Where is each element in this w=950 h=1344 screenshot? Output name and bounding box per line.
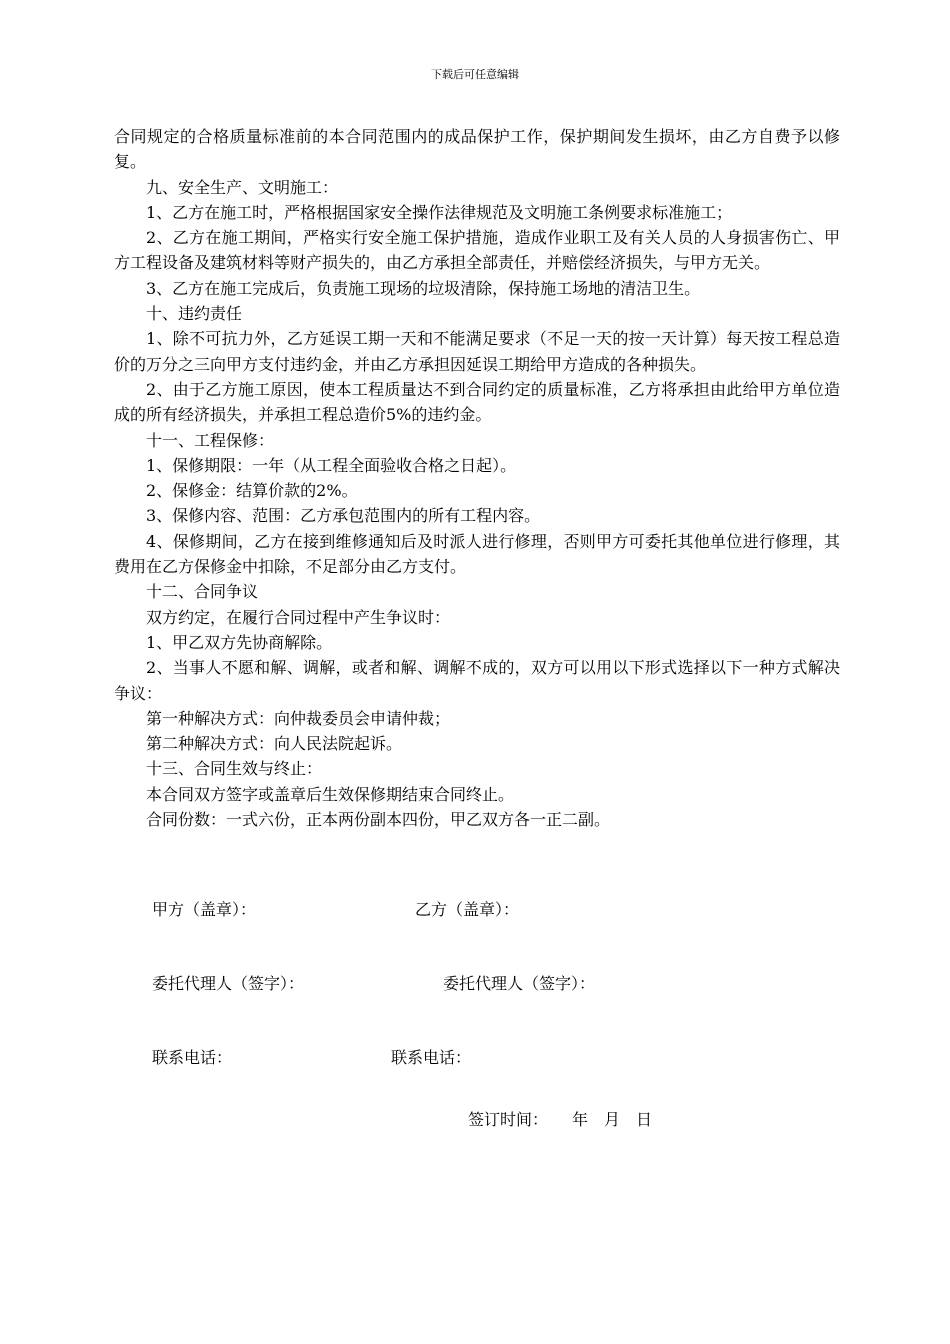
paragraph-10-1: 1、除不可抗力外，乙方延误工期一天和不能满足要求（不足一天的按一天计算）每天按工程总造价的万分之三向甲方支付违约金，并由乙方承担因延误工期给甲方造成的各种损失。 (114, 329, 840, 374)
paragraph-12-intro: 双方约定，在履行合同过程中产生争议时： (146, 607, 451, 627)
paragraph-10-2: 2、由于乙方施工原因，使本工程质量达不到合同约定的质量标准，乙方将承担由此给甲方单位造成的所有经济损失，并承担工程总造价5%的违约金。 (114, 379, 840, 425)
paragraph-12-2: 2、当事人不愿和解、调解，或者和解、调解不成的，双方可以用以下形式选择以下一种方式解决争议： (114, 658, 840, 703)
paragraph-12-option-2: 第二种解决方式：向人民法院起诉。 (146, 734, 403, 754)
section-heading-12: 十二、合同争议 (146, 582, 259, 602)
sign-date-label: 签订时间： 年 月 日 (468, 1110, 653, 1129)
section-heading-13: 十三、合同生效与终止： (146, 759, 323, 779)
party-b-agent-label: 委托代理人（签字）： (443, 974, 596, 993)
page-header: 下载后可任意编辑 (431, 68, 519, 81)
paragraph-13-1: 本合同双方签字或盖章后生效保修期结束合同终止。 (146, 784, 515, 804)
party-a-agent-label: 委托代理人（签字）： (152, 974, 305, 993)
section-heading-9: 九、安全生产、文明施工： (146, 177, 339, 197)
paragraph-11-2: 2、保修金：结算价款的2%。 (146, 481, 358, 501)
paragraph-9-1: 1、乙方在施工时，严格根据国家安全操作法律规范及文明施工条例要求标准施工； (146, 202, 733, 222)
paragraph-12-option-1: 第一种解决方式：向仲裁委员会申请仲裁； (146, 708, 451, 728)
paragraph-11-1: 1、保修期限：一年（从工程全面验收合格之日起）。 (146, 455, 517, 475)
paragraph-0: 合同规定的合格质量标准前的本合同范围内的成品保护工作，保护期间发生损坏，由乙方自费予以修复。 (114, 127, 840, 172)
section-heading-11: 十一、工程保修： (146, 430, 275, 450)
paragraph-12-1: 1、甲乙双方先协商解除。 (146, 632, 333, 652)
paragraph-11-4: 4、保修期间，乙方在接到维修通知后及时派人进行修理，否则甲方可委托其他单位进行修理，其费用在乙方保修金中扣除，不足部分由乙方支付。 (114, 531, 840, 577)
party-b-phone-label: 联系电话： (391, 1048, 472, 1067)
party-a-phone-label: 联系电话： (152, 1048, 233, 1067)
party-b-seal-label: 乙方（盖章）： (415, 900, 520, 919)
paragraph-11-3: 3、保修内容、范围：乙方承包范围内的所有工程内容。 (146, 506, 541, 526)
paragraph-9-3: 3、乙方在施工完成后，负责施工现场的垃圾清除，保持施工场地的清洁卫生。 (146, 278, 701, 298)
paragraph-13-2: 合同份数：一式六份，正本两份副本四份，甲乙双方各一正二副。 (146, 810, 611, 830)
party-a-seal-label: 甲方（盖章）： (152, 900, 257, 919)
section-heading-10: 十、违约责任 (146, 304, 243, 324)
paragraph-9-2: 2、乙方在施工期间，严格实行安全施工保护措施，造成作业职工及有关人员的人身损害伤亡、甲方工程设备及建筑材料等财产损失的，由乙方承担全部责任，并赔偿经济损失，与甲方无关。 (114, 228, 840, 273)
contract-body (114, 124, 840, 832)
